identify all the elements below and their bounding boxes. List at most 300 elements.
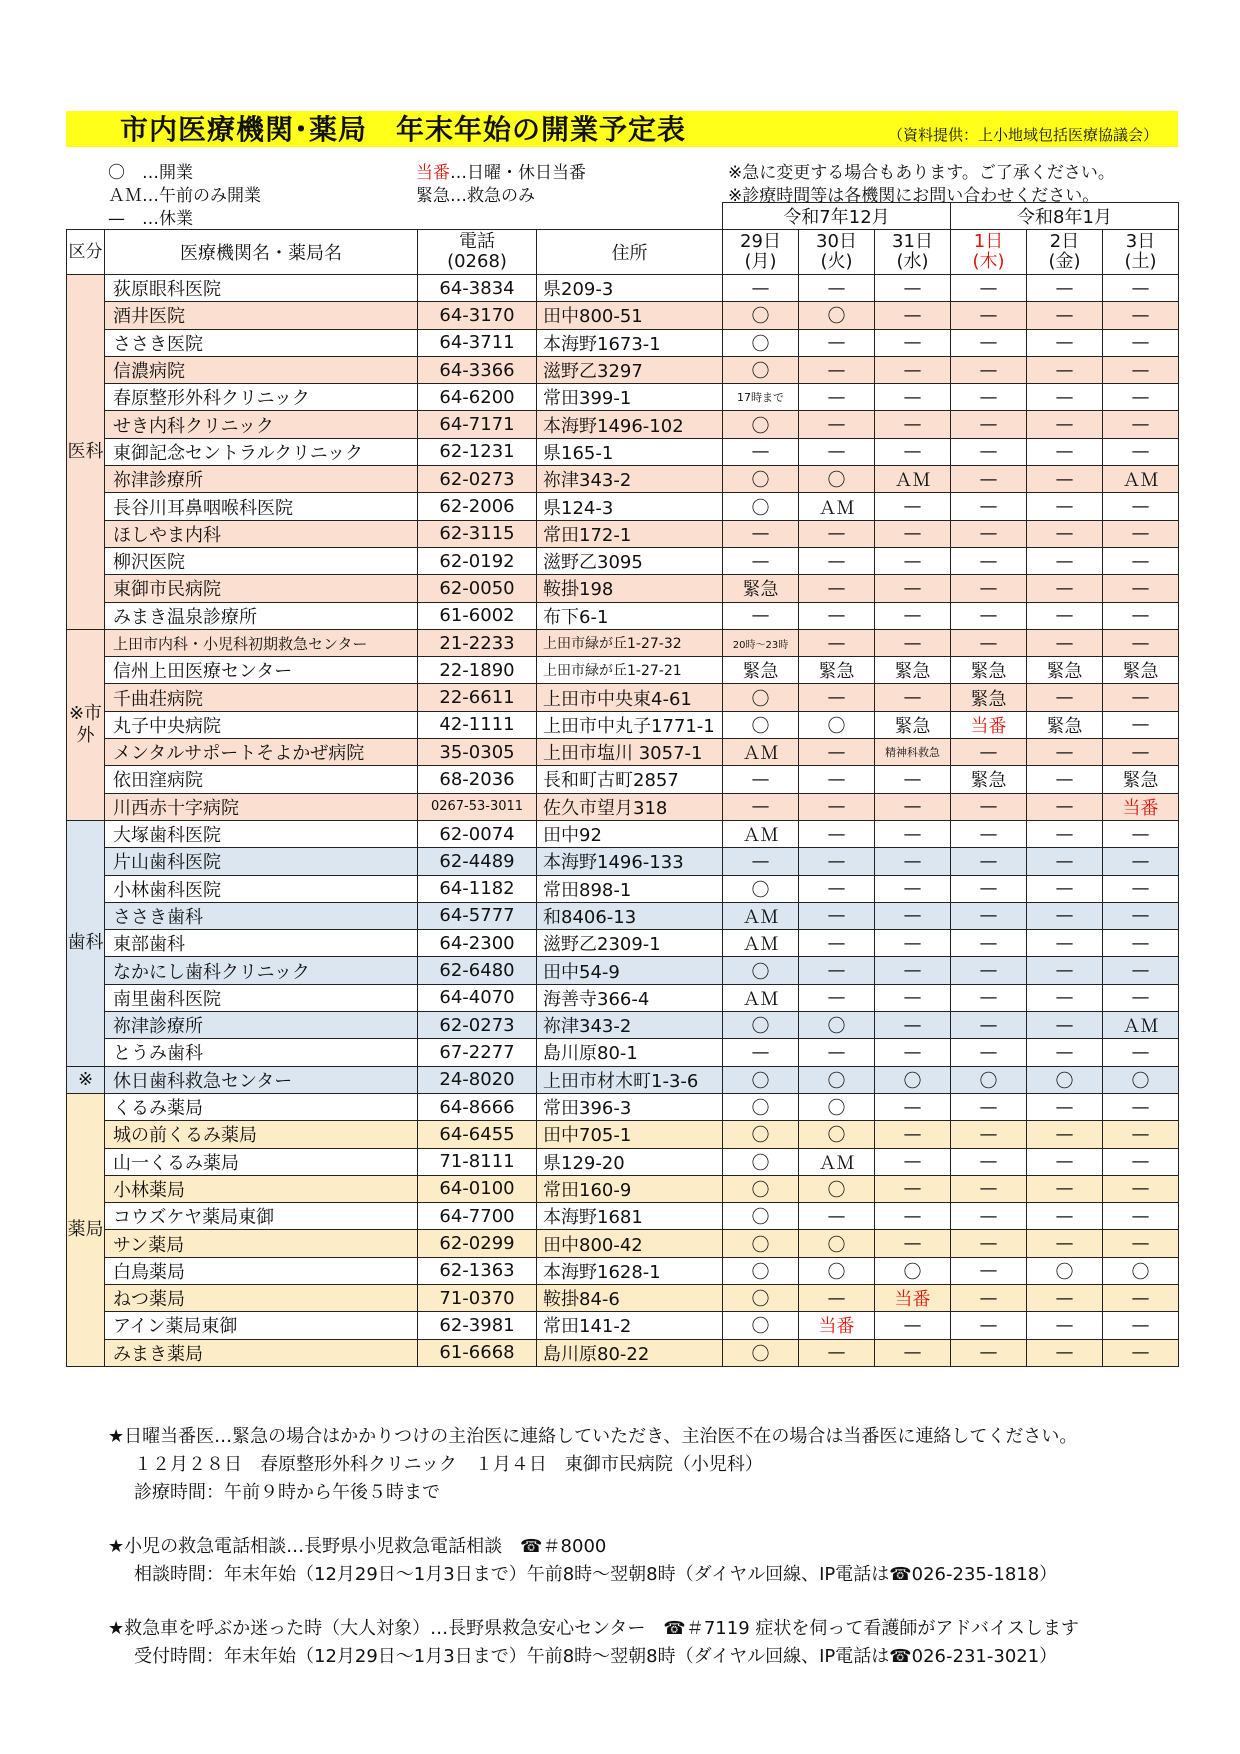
day-status: — [799, 984, 875, 1011]
facility-phone: 62-2006 [418, 493, 537, 520]
day-status: — [799, 438, 875, 465]
day-status: — [951, 1093, 1027, 1120]
day-status: — [723, 766, 799, 793]
day-status: — [1103, 739, 1179, 766]
facility-address: 本海野1628-1 [537, 1257, 723, 1284]
day-status: — [799, 902, 875, 929]
page-title: 市内医療機関･薬局 年末年始の開業予定表 [120, 113, 687, 146]
category-label: ※ [67, 1066, 105, 1093]
header-day-date: 31日 [892, 231, 933, 253]
day-status: — [875, 1012, 951, 1039]
day-status: — [951, 629, 1027, 656]
day-status: 〇 [723, 711, 799, 738]
facility-address: 本海野1673-1 [537, 329, 723, 356]
day-status: — [951, 984, 1027, 1011]
table-row [67, 466, 1179, 493]
day-status: — [951, 930, 1027, 957]
facility-name: 祢津診療所 [105, 466, 418, 493]
day-status: 〇 [723, 957, 799, 984]
facility-address: 本海野1496-102 [537, 411, 723, 438]
facility-phone: 24-8020 [418, 1066, 537, 1093]
day-status: 〇 [723, 411, 799, 438]
day-status: — [951, 875, 1027, 902]
day-status: — [723, 848, 799, 875]
facility-name: 依田窪病院 [105, 766, 418, 793]
table-row [67, 629, 1179, 656]
day-status: — [875, 329, 951, 356]
day-status: — [799, 602, 875, 629]
facility-address: 田中800-51 [537, 302, 723, 329]
facility-address: 田中54-9 [537, 957, 723, 984]
day-status: ＡＭ [723, 902, 799, 929]
day-status: 〇 [723, 1175, 799, 1202]
day-status: — [1103, 1093, 1179, 1120]
facility-phone: 61-6668 [418, 1339, 537, 1366]
facility-phone: 61-6002 [418, 602, 537, 629]
day-status: 〇 [799, 1012, 875, 1039]
facility-address: 本海野1496-133 [537, 848, 723, 875]
table-row [67, 1039, 1179, 1066]
day-status: — [1103, 1312, 1179, 1339]
facility-address: 上田市緑が丘1-27-21 [537, 657, 723, 684]
facility-address: 県129-20 [537, 1148, 723, 1175]
facility-name: ささき医院 [105, 329, 418, 356]
day-status: — [1103, 275, 1179, 302]
day-status: 〇 [799, 1257, 875, 1284]
table-row [67, 1066, 1179, 1093]
day-status: — [1027, 329, 1103, 356]
day-status: 〇 [723, 302, 799, 329]
day-status: 〇 [723, 493, 799, 520]
day-status: — [1027, 575, 1103, 602]
day-status: — [875, 875, 951, 902]
facility-address: 鞍掛84-6 [537, 1284, 723, 1311]
note-child-hours [108, 1560, 1057, 1586]
day-status: — [951, 1039, 1027, 1066]
facility-address: 県124-3 [537, 493, 723, 520]
table-row [67, 1203, 1179, 1230]
facility-address: 常田141-2 [537, 1312, 723, 1339]
day-status: 〇 [951, 1066, 1027, 1093]
facility-name: みまき薬局 [105, 1339, 418, 1366]
facility-name: アイン薬局東御 [105, 1312, 418, 1339]
header-spacer [67, 203, 105, 230]
table-row [67, 1284, 1179, 1311]
day-status: — [1103, 1121, 1179, 1148]
facility-name: みまき温泉診療所 [105, 602, 418, 629]
day-status: 〇 [723, 1148, 799, 1175]
day-status: — [875, 575, 951, 602]
day-status: — [875, 493, 951, 520]
header-day-weekday: (金) [1048, 251, 1081, 272]
day-status: — [1103, 902, 1179, 929]
day-status: — [1103, 356, 1179, 383]
day-status: 緊急 [723, 657, 799, 684]
day-status: 17時まで [723, 384, 799, 411]
header-day [1027, 230, 1103, 275]
day-status: — [875, 957, 951, 984]
day-status: — [1103, 848, 1179, 875]
day-status: 〇 [799, 1066, 875, 1093]
day-status: 〇 [1027, 1257, 1103, 1284]
table-row [67, 848, 1179, 875]
day-status: — [723, 438, 799, 465]
facility-name: 小林薬局 [105, 1175, 418, 1202]
facility-phone: 62-0273 [418, 466, 537, 493]
day-status: 緊急 [1027, 657, 1103, 684]
day-status: — [1027, 356, 1103, 383]
table-row [67, 875, 1179, 902]
facility-name: 祢津診療所 [105, 1012, 418, 1039]
table-row [67, 766, 1179, 793]
day-status: 〇 [723, 1121, 799, 1148]
day-status: 当番 [951, 711, 1027, 738]
day-status: — [951, 438, 1027, 465]
header-day-date: 30日 [816, 231, 857, 253]
facility-name: なかにし歯科クリニック [105, 957, 418, 984]
note-ambulance-hours-text: 受付時間：年末年始（12月29日～1月3日まで）午前8時～翌朝8時（ダイヤル回線、IP電話は☎026-231-3021） [134, 1646, 1058, 1667]
day-status: — [1027, 466, 1103, 493]
table-row [67, 1121, 1179, 1148]
facility-phone: 64-0100 [418, 1175, 537, 1202]
day-status: — [1103, 1339, 1179, 1366]
facility-name: 東部歯科 [105, 930, 418, 957]
day-status: 緊急 [1103, 766, 1179, 793]
legend-open: 〇 …開業 [108, 163, 193, 183]
day-status: — [1103, 629, 1179, 656]
facility-phone: 64-3834 [418, 275, 537, 302]
header-spacer [537, 203, 723, 230]
facility-phone: 0267-53-3011 [418, 793, 537, 820]
legend-note-2: ※診療時間等は各機関にお問い合わせください。 [728, 186, 1100, 206]
facility-phone: 62-0299 [418, 1230, 537, 1257]
category-label: ※市外 [67, 629, 105, 820]
facility-address: 上田市中丸子1771-1 [537, 711, 723, 738]
day-status: — [723, 602, 799, 629]
header-month-row [67, 203, 1179, 230]
facility-name: 東御市民病院 [105, 575, 418, 602]
schedule-table [66, 202, 1179, 1367]
header-row [67, 230, 1179, 275]
header-phone-label: 電話 [459, 231, 495, 253]
header-day-weekday: (火) [820, 251, 853, 272]
day-status: — [1027, 739, 1103, 766]
day-status: ＡＭ [723, 984, 799, 1011]
day-status: — [875, 820, 951, 847]
day-status: — [875, 1230, 951, 1257]
day-status: — [875, 902, 951, 929]
facility-name: 南里歯科医院 [105, 984, 418, 1011]
day-status: — [875, 1339, 951, 1366]
table-row [67, 1148, 1179, 1175]
day-status: — [1103, 602, 1179, 629]
facility-name: 白鳥薬局 [105, 1257, 418, 1284]
day-status: — [1027, 902, 1103, 929]
day-status: — [1027, 1203, 1103, 1230]
facility-address: 常田399-1 [537, 384, 723, 411]
facility-address: 島川原80-22 [537, 1339, 723, 1366]
day-status: — [1027, 1339, 1103, 1366]
facility-phone: 62-4489 [418, 848, 537, 875]
day-status: 〇 [1103, 1257, 1179, 1284]
facility-name: 川西赤十字病院 [105, 793, 418, 820]
header-spacer [105, 203, 418, 230]
day-status: 当番 [799, 1312, 875, 1339]
day-status: — [1027, 1312, 1103, 1339]
day-status: — [1027, 520, 1103, 547]
facility-phone: 64-8666 [418, 1093, 537, 1120]
day-status: — [1103, 329, 1179, 356]
day-status: — [1103, 302, 1179, 329]
day-status: — [951, 547, 1027, 574]
facility-address: 滋野乙3297 [537, 356, 723, 383]
facility-name: メンタルサポートそよかぜ病院 [105, 739, 418, 766]
facility-name: 信州上田医療センター [105, 657, 418, 684]
day-status: — [1103, 1203, 1179, 1230]
facility-phone: 22-1890 [418, 657, 537, 684]
note-sunday-title: ★日曜当番医…緊急の場合はかかりつけの主治医に連絡していただき、主治医不在の場合は当番医に連絡してください。 [108, 1426, 1078, 1447]
day-status: — [951, 275, 1027, 302]
day-status: — [1027, 848, 1103, 875]
table-row [67, 1339, 1179, 1366]
facility-name: 荻原眼科医院 [105, 275, 418, 302]
table-row [67, 1312, 1179, 1339]
day-status: — [951, 575, 1027, 602]
day-status: 緊急 [951, 657, 1027, 684]
day-status: — [799, 1339, 875, 1366]
facility-name: 春原整形外科クリニック [105, 384, 418, 411]
legend-emergency: 緊急…救急のみ [416, 186, 535, 206]
day-status: — [1103, 1039, 1179, 1066]
day-status: 〇 [799, 1230, 875, 1257]
header-address: 住所 [537, 230, 723, 275]
day-status: 緊急 [723, 575, 799, 602]
note-child-hours-text: 相談時間：年末年始（12月29日～1月3日まで）午前8時～翌朝8時（ダイヤル回線、IP電話は☎026-235-1818） [134, 1564, 1058, 1585]
day-status: — [723, 1039, 799, 1066]
facility-address: 田中800-42 [537, 1230, 723, 1257]
day-status: — [723, 275, 799, 302]
day-status: — [875, 302, 951, 329]
day-status: ＡＭ [799, 493, 875, 520]
day-status: — [1027, 1039, 1103, 1066]
facility-address: 布下6-1 [537, 602, 723, 629]
day-status: — [1103, 384, 1179, 411]
day-status: 緊急 [799, 657, 875, 684]
header-day-date: 29日 [740, 231, 781, 253]
facility-name: 東御記念セントラルクリニック [105, 438, 418, 465]
header-spacer [418, 203, 537, 230]
day-status: — [951, 520, 1027, 547]
facility-address: 滋野乙2309-1 [537, 930, 723, 957]
facility-phone: 64-7171 [418, 411, 537, 438]
day-status: — [1027, 984, 1103, 1011]
day-status: 〇 [1103, 1066, 1179, 1093]
day-status: — [875, 766, 951, 793]
day-status: — [951, 384, 1027, 411]
facility-phone: 62-1231 [418, 438, 537, 465]
table-row [67, 684, 1179, 711]
legend-duty-word: 当番 [416, 163, 450, 183]
header-phone-area: (0268) [447, 251, 507, 272]
facility-name: 上田市内科・小児科初期救急センター [105, 629, 418, 656]
facility-phone: 64-6200 [418, 384, 537, 411]
facility-phone: 64-3711 [418, 329, 537, 356]
category-label: 歯科 [67, 820, 105, 1066]
day-status: — [1027, 1175, 1103, 1202]
table-row [67, 329, 1179, 356]
header-name: 医療機関名・薬局名 [105, 230, 418, 275]
day-status: — [799, 1284, 875, 1311]
day-status: — [1103, 1230, 1179, 1257]
day-status: — [875, 520, 951, 547]
header-month-dec: 令和7年12月 [723, 203, 951, 230]
header-day [875, 230, 951, 275]
day-status: — [1103, 438, 1179, 465]
facility-address: 海善寺366-4 [537, 984, 723, 1011]
day-status: 〇 [799, 302, 875, 329]
day-status: — [1103, 520, 1179, 547]
day-status: — [1027, 629, 1103, 656]
table-row [67, 275, 1179, 302]
facility-name: 休日歯科救急センター [105, 1066, 418, 1093]
header-day [951, 230, 1027, 275]
day-status: — [1027, 1012, 1103, 1039]
facility-address: 田中705-1 [537, 1121, 723, 1148]
day-status: — [951, 1121, 1027, 1148]
day-status: — [951, 957, 1027, 984]
category-label: 医科 [67, 275, 105, 630]
facility-address: 祢津343-2 [537, 1012, 723, 1039]
day-status: — [875, 684, 951, 711]
day-status: 〇 [723, 1012, 799, 1039]
day-status: — [1027, 384, 1103, 411]
day-status: 緊急 [951, 684, 1027, 711]
day-status: — [951, 329, 1027, 356]
facility-name: 片山歯科医院 [105, 848, 418, 875]
day-status: — [875, 1121, 951, 1148]
day-status: — [1027, 1093, 1103, 1120]
facility-name: ほしやま内科 [105, 520, 418, 547]
day-status: — [1027, 1284, 1103, 1311]
category-label: 薬局 [67, 1093, 105, 1366]
day-status: — [951, 1257, 1027, 1284]
day-status: — [723, 547, 799, 574]
facility-address: 佐久市望月318 [537, 793, 723, 820]
facility-address: 常田172-1 [537, 520, 723, 547]
day-status: — [1027, 547, 1103, 574]
facility-name: 酒井医院 [105, 302, 418, 329]
day-status: — [951, 739, 1027, 766]
day-status: — [723, 793, 799, 820]
facility-address: 滋野乙3095 [537, 547, 723, 574]
day-status: — [799, 684, 875, 711]
facility-name: ささき歯科 [105, 902, 418, 929]
day-status: — [875, 793, 951, 820]
header-day-weekday: (木) [972, 251, 1005, 272]
day-status: — [951, 1339, 1027, 1366]
day-status: ＡＭ [723, 739, 799, 766]
day-status: — [1103, 575, 1179, 602]
facility-phone: 62-0074 [418, 820, 537, 847]
day-status: ＡＭ [799, 1148, 875, 1175]
table-row [67, 820, 1179, 847]
day-status: — [799, 793, 875, 820]
day-status: — [1027, 275, 1103, 302]
day-status: — [951, 493, 1027, 520]
table-row [67, 602, 1179, 629]
facility-phone: 62-1363 [418, 1257, 537, 1284]
day-status: 〇 [723, 1312, 799, 1339]
facility-address: 上田市材木町1-3-6 [537, 1066, 723, 1093]
day-status: 緊急 [1027, 711, 1103, 738]
day-status: — [723, 520, 799, 547]
day-status: — [875, 1039, 951, 1066]
day-status: — [951, 466, 1027, 493]
day-status: — [951, 1148, 1027, 1175]
header-day-date: 2日 [1049, 231, 1080, 253]
day-status: — [1027, 1230, 1103, 1257]
facility-name: サン薬局 [105, 1230, 418, 1257]
facility-phone: 71-0370 [418, 1284, 537, 1311]
table-row [67, 957, 1179, 984]
day-status: 当番 [875, 1284, 951, 1311]
facility-phone: 35-0305 [418, 739, 537, 766]
day-status: — [1103, 1175, 1179, 1202]
facility-address: 鞍掛198 [537, 575, 723, 602]
day-status: 〇 [799, 1175, 875, 1202]
legend-am: ＡＭ…午前のみ開業 [108, 186, 261, 206]
facility-name: 長谷川耳鼻咽喉科医院 [105, 493, 418, 520]
facility-address: 田中92 [537, 820, 723, 847]
day-status: 〇 [723, 875, 799, 902]
source-credit: （資料提供：上小地域包括医療協議会） [888, 126, 1159, 144]
table-row [67, 711, 1179, 738]
day-status: — [875, 547, 951, 574]
facility-address: 常田160-9 [537, 1175, 723, 1202]
facility-address: 県165-1 [537, 438, 723, 465]
day-status: — [875, 629, 951, 656]
header-phone [418, 230, 537, 275]
day-status: — [875, 984, 951, 1011]
note-sunday-dates-text: １２月２８日 春原整形外科クリニック １月４日 東御市民病院（小児科） [134, 1454, 763, 1475]
facility-name: 信濃病院 [105, 356, 418, 383]
legend-duty-rest: …日曜・休日当番 [450, 163, 586, 183]
day-status: — [951, 793, 1027, 820]
table-row [67, 384, 1179, 411]
facility-phone: 64-6455 [418, 1121, 537, 1148]
facility-phone: 21-2233 [418, 629, 537, 656]
day-status: — [1027, 766, 1103, 793]
day-status: — [1027, 820, 1103, 847]
day-status: 〇 [723, 329, 799, 356]
day-status: 〇 [723, 356, 799, 383]
note-sunday-hours [108, 1478, 440, 1504]
header-day [723, 230, 799, 275]
table-row [67, 902, 1179, 929]
facility-address: 長和町古町2857 [537, 766, 723, 793]
facility-phone: 64-1182 [418, 875, 537, 902]
header-day [1103, 230, 1179, 275]
header-month-jan: 令和8年1月 [951, 203, 1179, 230]
day-status: — [1027, 411, 1103, 438]
day-status: 〇 [799, 1093, 875, 1120]
table-row [67, 302, 1179, 329]
table-row [67, 575, 1179, 602]
day-status: 当番 [1103, 793, 1179, 820]
facility-address: 上田市塩川 3057-1 [537, 739, 723, 766]
day-status: — [1027, 684, 1103, 711]
table-row [67, 547, 1179, 574]
